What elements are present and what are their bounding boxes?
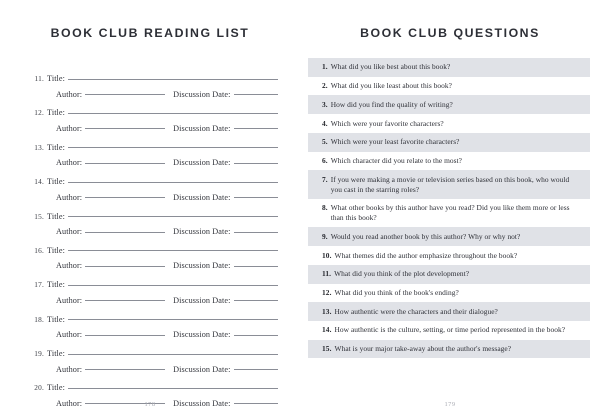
reading-list	[28, 74, 278, 418]
discussion-date-label: Discussion Date:	[173, 330, 231, 340]
author-input-line[interactable]	[85, 266, 165, 267]
question-text: What other books by this author have you read? Did you like them more or less than this book?	[330, 203, 570, 223]
question-number: 12.	[322, 287, 332, 297]
entry-author-date-row	[28, 90, 278, 106]
entry-number: 11.	[34, 74, 44, 83]
question-row	[308, 284, 590, 303]
discussion-date-input-line[interactable]	[234, 163, 279, 164]
question-text: How authentic were the characters and their dialogue?	[334, 306, 498, 316]
question-row	[308, 340, 590, 359]
question-text: What did you think of the plot development?	[334, 269, 470, 279]
entry-number: 16.	[34, 245, 44, 255]
discussion-date-label: Discussion Date:	[173, 398, 231, 408]
author-input-line[interactable]	[85, 232, 165, 233]
entry-author-date-row	[28, 124, 278, 140]
author-input-line[interactable]	[85, 369, 165, 370]
entry-number: 13.	[34, 142, 44, 152]
question-row	[308, 58, 590, 77]
entry-title-row	[28, 177, 278, 193]
discussion-date-label: Discussion Date:	[173, 89, 231, 99]
question-number: 9.	[322, 231, 328, 241]
reading-list-entry	[28, 108, 278, 139]
discussion-date-label: Discussion Date:	[173, 192, 231, 202]
question-row	[308, 246, 590, 265]
question-row	[308, 265, 590, 284]
author-label: Author:	[56, 330, 83, 340]
question-text: What did you like best about this book?	[330, 62, 451, 72]
question-number: 3.	[322, 99, 328, 109]
title-label: Title:	[47, 108, 66, 118]
reading-list-entry	[28, 177, 278, 208]
title-label: Title:	[47, 211, 66, 221]
entry-author-date-row	[28, 193, 278, 209]
question-row	[308, 302, 590, 321]
entry-title-row	[28, 246, 278, 262]
discussion-date-label: Discussion Date:	[173, 123, 231, 133]
entry-author-date-row	[28, 330, 278, 346]
question-list	[308, 58, 590, 358]
title-label: Title:	[47, 177, 66, 187]
author-input-line[interactable]	[85, 335, 165, 336]
discussion-date-input-line[interactable]	[234, 369, 279, 370]
title-label: Title:	[47, 74, 66, 83]
entry-title-row	[28, 315, 278, 331]
entry-number: 19.	[34, 349, 44, 358]
question-text: What themes did the author emphasize throughout the book?	[334, 250, 518, 260]
entry-number: 12.	[34, 108, 44, 118]
author-input-line[interactable]	[85, 197, 165, 198]
discussion-date-label: Discussion Date:	[173, 261, 231, 271]
entry-number: 15.	[34, 211, 44, 221]
question-row	[308, 114, 590, 133]
entry-title-row	[28, 108, 278, 124]
entry-author-date-row	[28, 296, 278, 312]
author-input-line[interactable]	[85, 128, 165, 129]
question-row	[308, 199, 590, 228]
author-label: Author:	[56, 261, 83, 271]
author-label: Author:	[56, 227, 83, 237]
entry-title-row	[28, 212, 278, 228]
title-input-line[interactable]	[68, 250, 278, 251]
folio-right: 179	[444, 401, 456, 408]
entry-author-date-row	[28, 365, 278, 381]
title-input-line[interactable]	[68, 216, 278, 217]
title-input-line[interactable]	[68, 79, 278, 80]
question-row	[308, 152, 590, 171]
discussion-date-input-line[interactable]	[234, 232, 279, 233]
reading-list-entry	[28, 74, 278, 105]
entry-author-date-row	[28, 261, 278, 277]
discussion-date-input-line[interactable]	[234, 94, 279, 95]
question-text: How did you find the quality of writing?	[330, 99, 453, 109]
question-number: 4.	[322, 118, 328, 128]
title-label: Title:	[47, 349, 66, 358]
title-input-line[interactable]	[68, 147, 278, 148]
discussion-date-label: Discussion Date:	[173, 364, 231, 374]
right-page-questions	[300, 0, 600, 420]
page-title-reading-list: BOOK CLUB READING LIST	[50, 26, 250, 40]
question-text: What did you like least about this book?	[330, 81, 453, 91]
question-row	[308, 227, 590, 246]
question-text: How authentic is the culture, setting, or time period represented in the book?	[334, 325, 566, 335]
author-label: Author:	[56, 158, 83, 168]
author-label: Author:	[56, 192, 83, 202]
entry-title-row	[28, 383, 278, 399]
reading-list-entry	[28, 246, 278, 277]
question-number: 14.	[322, 325, 332, 335]
title-label: Title:	[47, 383, 66, 393]
title-label: Title:	[47, 245, 66, 255]
title-label: Title:	[47, 142, 66, 152]
reading-list-entry	[28, 383, 278, 414]
entry-number: 17.	[34, 280, 44, 290]
title-input-line[interactable]	[68, 388, 278, 389]
author-input-line[interactable]	[85, 94, 165, 95]
discussion-date-input-line[interactable]	[234, 266, 279, 267]
author-label: Author:	[56, 364, 83, 374]
question-text: Which were your favorite characters?	[330, 118, 444, 128]
title-label: Title:	[47, 280, 66, 290]
entry-number: 20.	[34, 383, 44, 393]
discussion-date-input-line[interactable]	[234, 197, 279, 198]
title-input-line[interactable]	[68, 285, 278, 286]
discussion-date-input-line[interactable]	[234, 300, 279, 301]
author-input-line[interactable]	[85, 300, 165, 301]
author-input-line[interactable]	[85, 163, 165, 164]
author-label: Author:	[56, 295, 83, 305]
question-row	[308, 77, 590, 96]
question-text: Which character did you relate to the most?	[330, 155, 462, 165]
discussion-date-input-line[interactable]	[234, 128, 279, 129]
entry-number: 14.	[34, 177, 44, 187]
entry-author-date-row	[28, 227, 278, 243]
question-number: 11.	[322, 269, 332, 279]
entry-title-row	[28, 349, 278, 365]
question-number: 1.	[322, 62, 328, 72]
question-number: 6.	[322, 155, 328, 165]
entry-title-row	[28, 143, 278, 159]
author-label: Author:	[56, 398, 83, 408]
reading-list-entry	[28, 349, 278, 380]
title-input-line[interactable]	[68, 319, 278, 320]
question-number: 7.	[322, 174, 328, 184]
question-text: What did you think of the book's ending?	[334, 287, 459, 297]
reading-list-entry	[28, 280, 278, 311]
question-row	[308, 95, 590, 114]
title-input-line[interactable]	[68, 113, 278, 114]
page-title-questions: BOOK CLUB QUESTIONS	[360, 26, 540, 40]
reading-list-entry	[28, 315, 278, 346]
entry-title-row	[28, 280, 278, 296]
title-input-line[interactable]	[68, 182, 278, 183]
author-label: Author:	[56, 123, 83, 133]
question-text: What is your major take-away about the author's message?	[334, 344, 512, 354]
question-text: If you were making a movie or television series based on this book, who would you cast in the starring roles?	[330, 174, 570, 194]
question-number: 10.	[322, 250, 332, 260]
question-row	[308, 321, 590, 340]
question-number: 15.	[322, 344, 332, 354]
question-row	[308, 170, 590, 199]
discussion-date-label: Discussion Date:	[173, 295, 231, 305]
question-number: 2.	[322, 81, 328, 91]
reading-list-entry	[28, 212, 278, 243]
discussion-date-label: Discussion Date:	[173, 227, 231, 237]
question-text: Would you read another book by this author? Why or why not?	[330, 231, 521, 241]
question-number: 8.	[322, 203, 328, 213]
question-row	[308, 133, 590, 152]
discussion-date-input-line[interactable]	[234, 335, 279, 336]
title-label: Title:	[47, 314, 66, 324]
reading-list-entry	[28, 143, 278, 174]
title-input-line[interactable]	[68, 354, 278, 355]
question-number: 5.	[322, 137, 328, 147]
question-text: Which were your least favorite characters?	[330, 137, 460, 147]
question-number: 13.	[322, 306, 332, 316]
entry-title-row	[28, 74, 278, 90]
entry-author-date-row	[28, 158, 278, 174]
entry-number: 18.	[34, 314, 44, 324]
folio-left: 178	[144, 401, 156, 408]
author-label: Author:	[56, 89, 83, 99]
discussion-date-label: Discussion Date:	[173, 158, 231, 168]
